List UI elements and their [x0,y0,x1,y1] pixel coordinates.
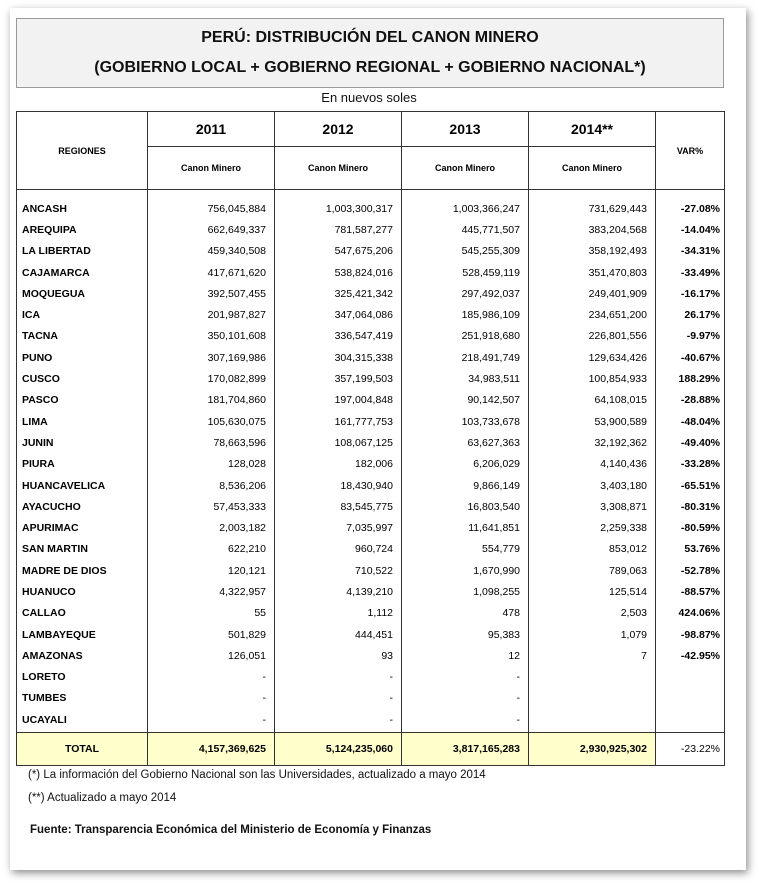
value-cell: 444,451 [275,624,402,645]
value-cell: 528,459,119 [402,262,529,283]
region-cell: UCAYALI [17,709,148,733]
var-cell: 53.76% [656,539,725,560]
table-row [17,411,725,432]
region-cell: CAJAMARCA [17,262,148,283]
value-cell: 16,803,540 [402,496,529,517]
table-row [17,219,725,240]
title-box [16,18,724,88]
region-cell: AYACUCHO [17,496,148,517]
value-cell: 358,192,493 [529,241,656,262]
var-cell [656,688,725,709]
value-cell: 12 [402,645,529,666]
region-cell: HUANCAVELICA [17,475,148,496]
value-cell: 459,340,508 [148,241,275,262]
var-cell: -27.08% [656,190,725,220]
region-cell: CALLAO [17,603,148,624]
var-cell [656,709,725,733]
value-cell: - [402,688,529,709]
region-cell: APURIMAC [17,517,148,538]
var-cell: -14.04% [656,219,725,240]
value-cell: 249,401,909 [529,283,656,304]
value-cell: 336,547,419 [275,326,402,347]
value-cell: 55 [148,603,275,624]
footnote-2: (**) Actualizado a mayo 2014 [28,792,177,804]
value-cell [529,709,656,733]
var-cell: -98.87% [656,624,725,645]
value-cell: 417,671,620 [148,262,275,283]
region-cell: LA LIBERTAD [17,241,148,262]
header-regions: REGIONES [17,112,148,190]
var-cell: -80.59% [656,517,725,538]
value-cell: - [148,709,275,733]
value-cell: 2,259,338 [529,517,656,538]
header-row-years [17,112,725,147]
value-cell: - [275,688,402,709]
value-cell: 304,315,338 [275,347,402,368]
value-cell: 197,004,848 [275,390,402,411]
table-body [17,190,725,733]
region-cell: AREQUIPA [17,219,148,240]
value-cell: 1,003,366,247 [402,190,529,220]
var-cell: -49.40% [656,432,725,453]
value-cell: 100,854,933 [529,368,656,389]
region-cell: ANCASH [17,190,148,220]
value-cell: 547,675,206 [275,241,402,262]
value-cell: 392,507,455 [148,283,275,304]
value-cell: 538,824,016 [275,262,402,283]
var-cell: -33.28% [656,454,725,475]
value-cell: 90,142,507 [402,390,529,411]
table-row [17,368,725,389]
value-cell: 4,322,957 [148,581,275,602]
value-cell: 2,003,182 [148,517,275,538]
value-cell: 251,918,680 [402,326,529,347]
value-cell: 756,045,884 [148,190,275,220]
value-cell: 18,430,940 [275,475,402,496]
value-cell: 126,051 [148,645,275,666]
value-cell: 64,108,015 [529,390,656,411]
value-cell: 95,383 [402,624,529,645]
value-cell: 350,101,608 [148,326,275,347]
region-cell: TACNA [17,326,148,347]
value-cell: 478 [402,603,529,624]
table-row [17,560,725,581]
value-cell: 53,900,589 [529,411,656,432]
region-cell: HUANUCO [17,581,148,602]
var-cell: -40.67% [656,347,725,368]
header-sub-2011: Canon Minero [148,147,275,190]
value-cell: 960,724 [275,539,402,560]
value-cell: 9,866,149 [402,475,529,496]
var-cell: -42.95% [656,645,725,666]
var-cell [656,667,725,688]
value-cell: 4,140,436 [529,454,656,475]
value-cell: 129,634,426 [529,347,656,368]
var-cell: -48.04% [656,411,725,432]
value-cell: 307,169,986 [148,347,275,368]
header-year-2014: 2014** [529,112,656,147]
value-cell: 128,028 [148,454,275,475]
var-cell: -52.78% [656,560,725,581]
value-cell: 7,035,997 [275,517,402,538]
value-cell: 108,067,125 [275,432,402,453]
var-cell: 424.06% [656,603,725,624]
total-label: TOTAL [17,733,148,766]
header-sub-2014: Canon Minero [529,147,656,190]
value-cell: 710,522 [275,560,402,581]
total-2013: 3,817,165,283 [402,733,529,766]
canon-table [16,111,725,766]
table-row [17,496,725,517]
table-row [17,347,725,368]
value-cell: - [275,667,402,688]
table-row [17,517,725,538]
var-cell: -9.97% [656,326,725,347]
region-cell: AMAZONAS [17,645,148,666]
table-row [17,283,725,304]
value-cell: 185,986,109 [402,304,529,325]
value-cell: 853,012 [529,539,656,560]
value-cell: 1,079 [529,624,656,645]
value-cell: 218,491,749 [402,347,529,368]
value-cell: 182,006 [275,454,402,475]
value-cell: 234,651,200 [529,304,656,325]
value-cell: 120,121 [148,560,275,581]
value-cell: 32,192,362 [529,432,656,453]
value-cell: 2,503 [529,603,656,624]
var-cell: -34.31% [656,241,725,262]
value-cell: 383,204,568 [529,219,656,240]
table-row [17,432,725,453]
value-cell: - [402,709,529,733]
value-cell: 6,206,029 [402,454,529,475]
value-cell: 7 [529,645,656,666]
region-cell: JUNIN [17,432,148,453]
value-cell: 357,199,503 [275,368,402,389]
header-year-2013: 2013 [402,112,529,147]
var-cell: -65.51% [656,475,725,496]
header-year-2012: 2012 [275,112,402,147]
value-cell: 83,545,775 [275,496,402,517]
value-cell: - [402,667,529,688]
value-cell: 226,801,556 [529,326,656,347]
region-cell: PASCO [17,390,148,411]
value-cell: 161,777,753 [275,411,402,432]
value-cell: 3,308,871 [529,496,656,517]
value-cell: 347,064,086 [275,304,402,325]
value-cell: 93 [275,645,402,666]
value-cell: 325,421,342 [275,283,402,304]
value-cell: 1,098,255 [402,581,529,602]
table-row [17,475,725,496]
value-cell: 1,112 [275,603,402,624]
table-row [17,709,725,733]
value-cell: - [148,688,275,709]
table-row [17,688,725,709]
value-cell: 34,983,511 [402,368,529,389]
total-row [17,733,725,766]
value-cell: 545,255,309 [402,241,529,262]
region-cell: LIMA [17,411,148,432]
region-cell: ICA [17,304,148,325]
footnote-1: (*) La información del Gobierno Nacional son las Universidades, actualizado a mayo 2014 [28,769,486,781]
value-cell: 201,987,827 [148,304,275,325]
region-cell: SAN MARTIN [17,539,148,560]
value-cell: - [275,709,402,733]
value-cell: 63,627,363 [402,432,529,453]
var-cell: -28.88% [656,390,725,411]
header-sub-2012: Canon Minero [275,147,402,190]
value-cell: 105,630,075 [148,411,275,432]
value-cell: 297,492,037 [402,283,529,304]
table-row [17,667,725,688]
total-2012: 5,124,235,060 [275,733,402,766]
title-line-2: (GOBIERNO LOCAL + GOBIERNO REGIONAL + GOBIERNO NACIONAL*) [94,59,646,76]
value-cell: 57,453,333 [148,496,275,517]
region-cell: PUNO [17,347,148,368]
var-cell: -88.57% [656,581,725,602]
units-label: En nuevos soles [321,90,417,105]
region-cell: LAMBAYEQUE [17,624,148,645]
var-cell: -33.49% [656,262,725,283]
region-cell: LORETO [17,667,148,688]
value-cell: 1,003,300,317 [275,190,402,220]
value-cell [529,688,656,709]
value-cell: 622,210 [148,539,275,560]
table-row [17,539,725,560]
header-year-2011: 2011 [148,112,275,147]
value-cell: 11,641,851 [402,517,529,538]
region-cell: TUMBES [17,688,148,709]
value-cell: 445,771,507 [402,219,529,240]
value-cell: 731,629,443 [529,190,656,220]
value-cell: 78,663,596 [148,432,275,453]
header-sub-2013: Canon Minero [402,147,529,190]
source-note: Fuente: Transparencia Económica del Ministerio de Economía y Finanzas [30,824,432,836]
value-cell: 4,139,210 [275,581,402,602]
value-cell: 1,670,990 [402,560,529,581]
region-cell: CUSCO [17,368,148,389]
table-row [17,454,725,475]
total-var: -23.22% [656,733,725,766]
region-cell: MADRE DE DIOS [17,560,148,581]
value-cell: 3,403,180 [529,475,656,496]
var-cell: -80.31% [656,496,725,517]
var-cell: 188.29% [656,368,725,389]
table-row [17,304,725,325]
region-cell: MOQUEGUA [17,283,148,304]
value-cell: 789,063 [529,560,656,581]
value-cell: - [148,667,275,688]
value-cell: 351,470,803 [529,262,656,283]
value-cell: 103,733,678 [402,411,529,432]
var-cell: -16.17% [656,283,725,304]
header-var: VAR% [656,112,725,190]
table-row [17,645,725,666]
table-row [17,262,725,283]
region-cell: PIURA [17,454,148,475]
total-2014: 2,930,925,302 [529,733,656,766]
table-row [17,603,725,624]
value-cell: 8,536,206 [148,475,275,496]
value-cell: 170,082,899 [148,368,275,389]
table-row [17,581,725,602]
value-cell: 662,649,337 [148,219,275,240]
table-row [17,241,725,262]
value-cell: 554,779 [402,539,529,560]
title-line-1: PERÚ: DISTRIBUCIÓN DEL CANON MINERO [201,29,539,46]
value-cell: 181,704,860 [148,390,275,411]
table-row [17,390,725,411]
table-row [17,326,725,347]
value-cell [529,667,656,688]
table-row [17,624,725,645]
var-cell: 26.17% [656,304,725,325]
value-cell: 125,514 [529,581,656,602]
table-row [17,190,725,220]
total-2011: 4,157,369,625 [148,733,275,766]
value-cell: 781,587,277 [275,219,402,240]
value-cell: 501,829 [148,624,275,645]
